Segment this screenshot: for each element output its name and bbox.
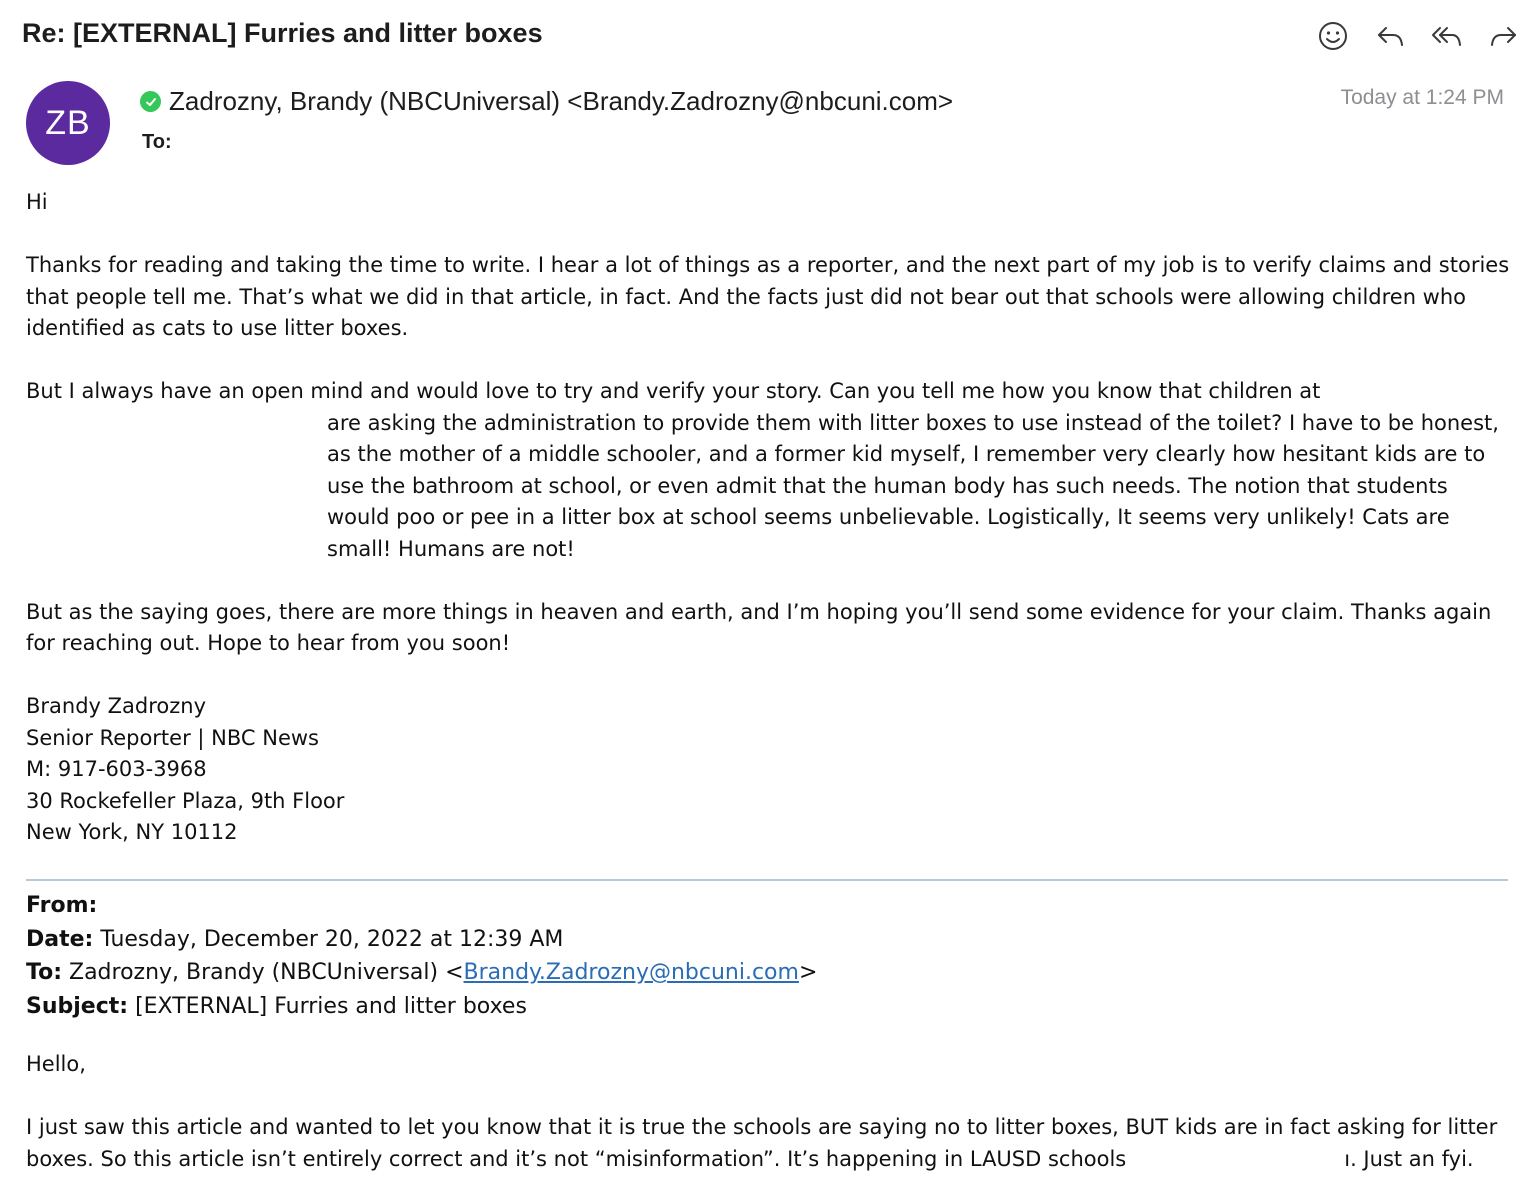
quoted-from-label: From: [26,893,98,918]
reply-all-icon [1430,19,1464,53]
forward-button[interactable] [1486,18,1522,54]
timestamp: Today at 1:24 PM [1340,86,1504,109]
quoted-to-row [26,956,1516,990]
avatar-initials: ZB [45,103,91,142]
avatar[interactable] [26,81,110,165]
quoted-line-2 [26,1144,1516,1176]
quoted-subject-label: Subject: [26,993,129,1019]
to-label: To: [142,131,172,153]
quoted-line-1: I just saw this article and wanted to let you know that it is true the schools are saying no to litter boxes, BUT kids are in fact asking for litter [26,1115,1498,1139]
quoted-to-close: > [798,960,818,985]
quoted-subject-row [26,990,1516,1024]
quoted-line-2a: boxes. So this article isn’t entirely correct and it’s not “misinformation”. It’s happening in LAUSD schools [26,1146,1127,1171]
reply-icon [1373,19,1407,53]
paragraph-2a: But I always have an open mind and would love to try and verify your story. Can you tell me how you know that children at [26,379,1321,403]
reply-all-button[interactable] [1429,18,1465,54]
quoted-greeting: Hello, [26,1052,86,1076]
message-toolbar [1315,18,1522,54]
forward-icon [1487,19,1521,53]
quoted-to-email-link[interactable]: Brandy.Zadrozny@nbcuni.com [463,960,799,985]
signature-phone: M: 917-603-3968 [26,757,207,781]
paragraph-3: But as the saying goes, there are more things in heaven and earth, and I’m hoping you’ll send some evidence for your claim. Thanks again for reaching out. Hope to hear from you soon! [26,599,1492,655]
signature-address-1: 30 Rockefeller Plaza, 9th Floor [26,788,345,813]
subject-title: Re: [EXTERNAL] Furries and litter boxes [22,18,543,48]
emoji-reaction-icon [1316,19,1350,53]
quoted-line-2b: ı. Just an fyi. [1344,1146,1474,1171]
verified-status-icon [140,91,161,112]
signature-address-2: New York, NY 10112 [26,820,238,844]
quoted-subject-value: [EXTERNAL] Furries and litter boxes [135,993,527,1019]
emoji-reaction-button[interactable] [1315,18,1351,54]
paragraph-2b: are asking the administration to provide them with litter boxes to use instead of the toilet? I have to be honest, as the mother of a middle schooler, and a former kid myself, I remember very clearly how hesitant kids are to use the bathroom at school, or even admit that the human body has such needs. The notion that students would poo or pee in a litter box at school seems unbelievable. Logistically, It seems very unlikely! Cats are small! Humans are not! [327,410,1499,561]
message-body [26,187,1516,849]
quoted-from-row [26,889,1516,923]
sender-line [140,86,953,117]
signature-title: Senior Reporter | NBC News [26,725,319,750]
quoted-body [26,1049,1516,1175]
quoted-message [26,889,1516,1175]
reply-button[interactable] [1372,18,1408,54]
quoted-to-label: To: [26,960,62,985]
quoted-to-name: Zadrozny, Brandy (NBCUniversal) < [69,960,464,985]
quoted-date-row [26,923,1516,957]
paragraph-1: Thanks for reading and taking the time to write. I hear a lot of things as a reporter, and the next part of my job is to verify claims and stories that people tell me. That’s what we did in that article, in fact. And the facts just did not bear out that schools were allowing children who identified as cats to use litter boxes. [26,253,1510,340]
sender-name[interactable]: Zadrozny, Brandy (NBCUniversal) <Brandy.Zadrozny@nbcuni.com> [169,86,954,116]
greeting: Hi [26,190,48,214]
quote-divider [26,879,1508,881]
quoted-date-label: Date: [26,926,94,952]
signature-name: Brandy Zadrozny [26,694,207,718]
quoted-date-value: Tuesday, December 20, 2022 at 12:39 AM [100,926,564,952]
